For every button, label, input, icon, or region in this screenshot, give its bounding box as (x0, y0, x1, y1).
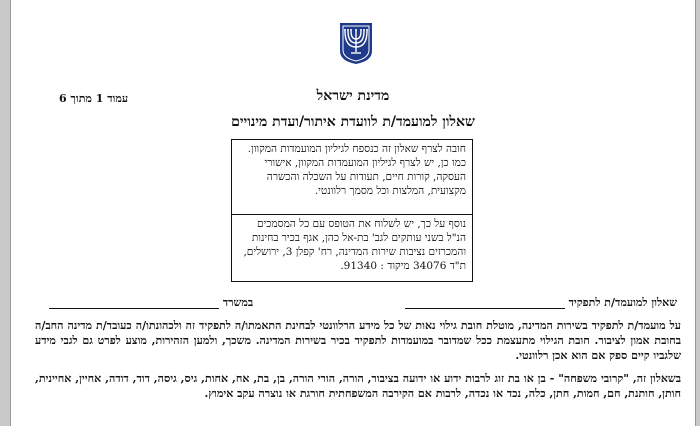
instructions-note-mail: נוסף על כך, יש לשלוח את הטופס עם כל המסמכים הנ"ל בשני עותקים לגב' בת-אל כהן, אגף בכיר בחינות והמכרזים נציבות שירות המדינה, רח' קפלן 3, ירושלים, ת"ד 34076 מיקוד : 91340. (243, 218, 466, 272)
instructions-note-attach: חובה לצרף שאלון זה כנספח לגיליון המועמדות המקוון. כמו כן, יש לצרף לגיליון המועמדות המקוון, אישורי העסקה, קורות חיים, תעודות על השכלה והכשרה מקצועית, המלצות וכל מסמך רלוונטי. (232, 140, 472, 215)
position-input-line[interactable] (405, 296, 565, 309)
position-field-line (49, 296, 677, 309)
document-page (10, 0, 696, 426)
document-title: שאלון למועמד/ת לוועדת איתור/ועדת מינויים (231, 114, 475, 130)
ministry-field (49, 296, 253, 309)
disclosure-paragraph: על מועמד/ת לתפקיד בשירות המדינה, מוטלת חובת גילוי נאות של כל מידע הרלוונטי לבחינת התאמתו/ה לתפקיד זה ולכהונתו/ה כעובד/ת מדינה החב/ה בחובת אמון לציבור. חובת הגילוי מתעצמת ככל שמדובר במועמדות לתפקיד בכיר בשירות המדינה. משכך, ולמען הזהירות, מוצע לפרט גם לגבי מידע שלגביו קיים ספק אם הוא אכן רלוונטי. (35, 319, 681, 362)
position-label: שאלון למועמד/ת לתפקיד (568, 296, 677, 309)
family-definition-paragraph: בשאלון זה, "קרובי משפחה" - בן או בת זוג לרבות ידוע או ידועה בציבור, הורה, הורי הורה, בן, בת, אח, אחות, גיס, גיסה, דוד, דודה, אחיין, אחיינית, חותן, חותנת, חם, חמות, חתן, כלה, נכד או נכדה, לרבות אם הקירבה המשפחתית חורגת או נוצרה עקב אימוץ. (35, 372, 681, 400)
ministry-input-line[interactable] (49, 296, 219, 309)
instructions-box (231, 139, 473, 282)
ministry-label: במשרד (222, 296, 254, 309)
menorah-emblem-icon (337, 21, 375, 65)
position-field (405, 296, 677, 309)
page-number: עמוד 1 מתוך 6 (59, 92, 129, 105)
state-name: מדינת ישראל (316, 88, 390, 104)
